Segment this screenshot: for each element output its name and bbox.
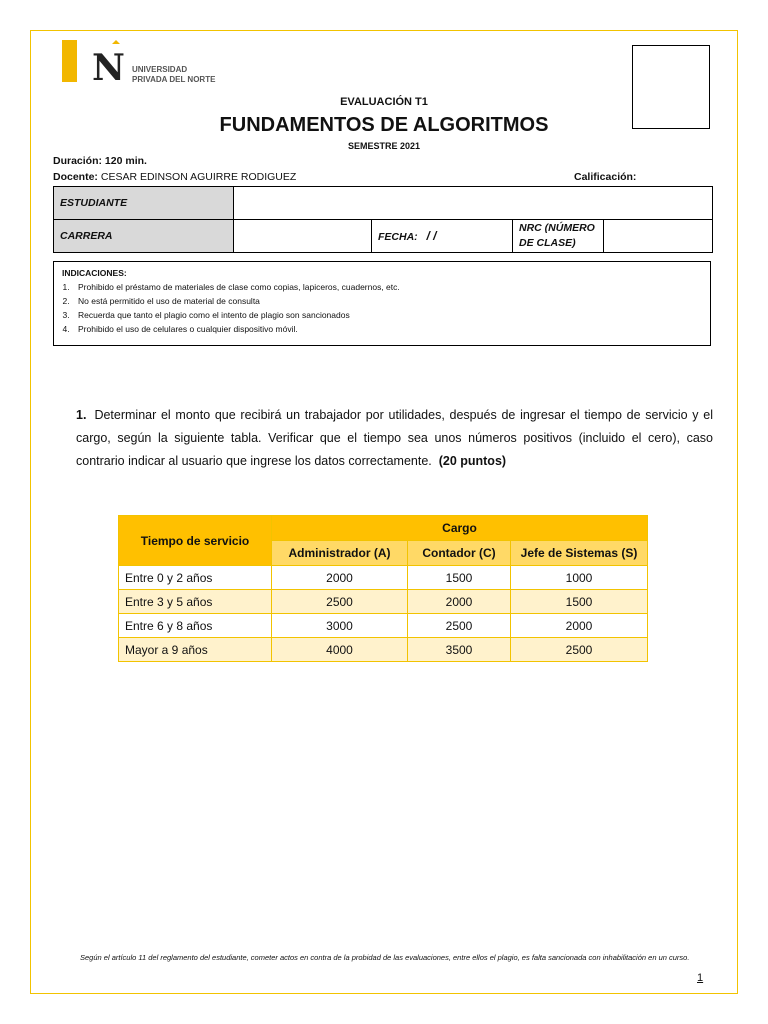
cell-value: 2000 — [511, 614, 648, 638]
instruction-item: 3. Recuerda que tanto el plagio como el intento de plagio son sancionados — [72, 308, 702, 322]
career-label: CARRERA — [54, 220, 234, 253]
instructions-list — [62, 280, 702, 336]
header-admin: Administrador (A) — [272, 541, 408, 566]
grade-label: Calificación: — [574, 171, 637, 183]
table-row — [119, 614, 648, 638]
teacher-name: CESAR EDINSON AGUIRRE RODIGUEZ — [97, 171, 297, 183]
cell-value: 2500 — [272, 590, 408, 614]
question-points: (20 puntos) — [438, 454, 507, 468]
cell-value: 1000 — [511, 566, 648, 590]
header-cargo: Cargo — [272, 516, 648, 541]
date-value: / / — [426, 229, 437, 243]
nrc-label: NRC (NÚMERO DE CLASE) — [513, 220, 604, 253]
row-label: Entre 0 y 2 años — [119, 566, 272, 590]
question-number: 1. — [76, 408, 87, 422]
table-row — [119, 590, 648, 614]
duration: Duración: 120 min. — [53, 155, 147, 167]
student-label: ESTUDIANTE — [54, 187, 234, 220]
cell-value: 4000 — [272, 638, 408, 662]
row-label: Entre 6 y 8 años — [119, 614, 272, 638]
page-number: 1 — [697, 972, 704, 984]
question-text: Determinar el monto que recibirá un trabajador por utilidades, después de ingresar el tiempo de servicio y el cargo, según la siguiente tabla. Verificar que el tiempo sea unos números positivos (incluido el cero), caso contrario indicar al usuario que ingrese los datos correctamente. — [76, 408, 713, 468]
cell-value: 2000 — [408, 590, 511, 614]
teacher — [53, 171, 296, 183]
semester: SEMESTRE 2021 — [347, 141, 421, 151]
cell-value: 2500 — [408, 614, 511, 638]
instruction-item: 2. No está permitido el uso de material de consulta — [72, 294, 702, 308]
nrc-field[interactable] — [604, 220, 713, 253]
cell-value: 2500 — [511, 638, 648, 662]
question-1 — [76, 404, 713, 473]
cell-value: 2000 — [272, 566, 408, 590]
cell-value: 3000 — [272, 614, 408, 638]
date-cell[interactable] — [372, 220, 513, 253]
evaluation-title: EVALUACIÓN T1 — [340, 96, 428, 108]
date-label: FECHA: — [378, 231, 418, 243]
university-logo — [62, 40, 247, 86]
instructions-box — [53, 261, 711, 346]
cell-value: 3500 — [408, 638, 511, 662]
instruction-item: 4. Prohibido el uso de celulares o cualquier dispositivo móvil. — [72, 322, 702, 336]
teacher-label: Docente: — [53, 171, 98, 183]
footer-note: Según el artículo 11 del reglamento del estudiante, cometer actos en contra de la probidad de las evaluaciones, entre ellos el plagio, es falta sancionada con inhabilitación en un curso. — [80, 953, 690, 962]
career-field[interactable] — [234, 220, 372, 253]
course-title: FUNDAMENTOS DE ALGORITMOS — [219, 114, 549, 136]
row-label: Entre 3 y 5 años — [119, 590, 272, 614]
student-info-table — [53, 186, 713, 253]
header-accountant: Contador (C) — [408, 541, 511, 566]
row-label: Mayor a 9 años — [119, 638, 272, 662]
student-field[interactable] — [234, 187, 713, 220]
logo-text-line1: UNIVERSIDAD — [132, 65, 188, 74]
logo-letter: N — [92, 47, 125, 86]
header-systems-chief: Jefe de Sistemas (S) — [511, 541, 648, 566]
cell-value: 1500 — [408, 566, 511, 590]
table-row — [119, 638, 648, 662]
table-row — [119, 566, 648, 590]
header-service-time: Tiempo de servicio — [119, 516, 272, 566]
cell-value: 1500 — [511, 590, 648, 614]
bonus-table — [118, 515, 648, 662]
instructions-title: INDICACIONES: — [62, 268, 127, 278]
instruction-item: 1. Prohibido el préstamo de materiales de clase como copias, lapiceros, cuadernos, etc. — [72, 280, 702, 294]
logo-text-line2: PRIVADA DEL NORTE — [132, 75, 216, 84]
